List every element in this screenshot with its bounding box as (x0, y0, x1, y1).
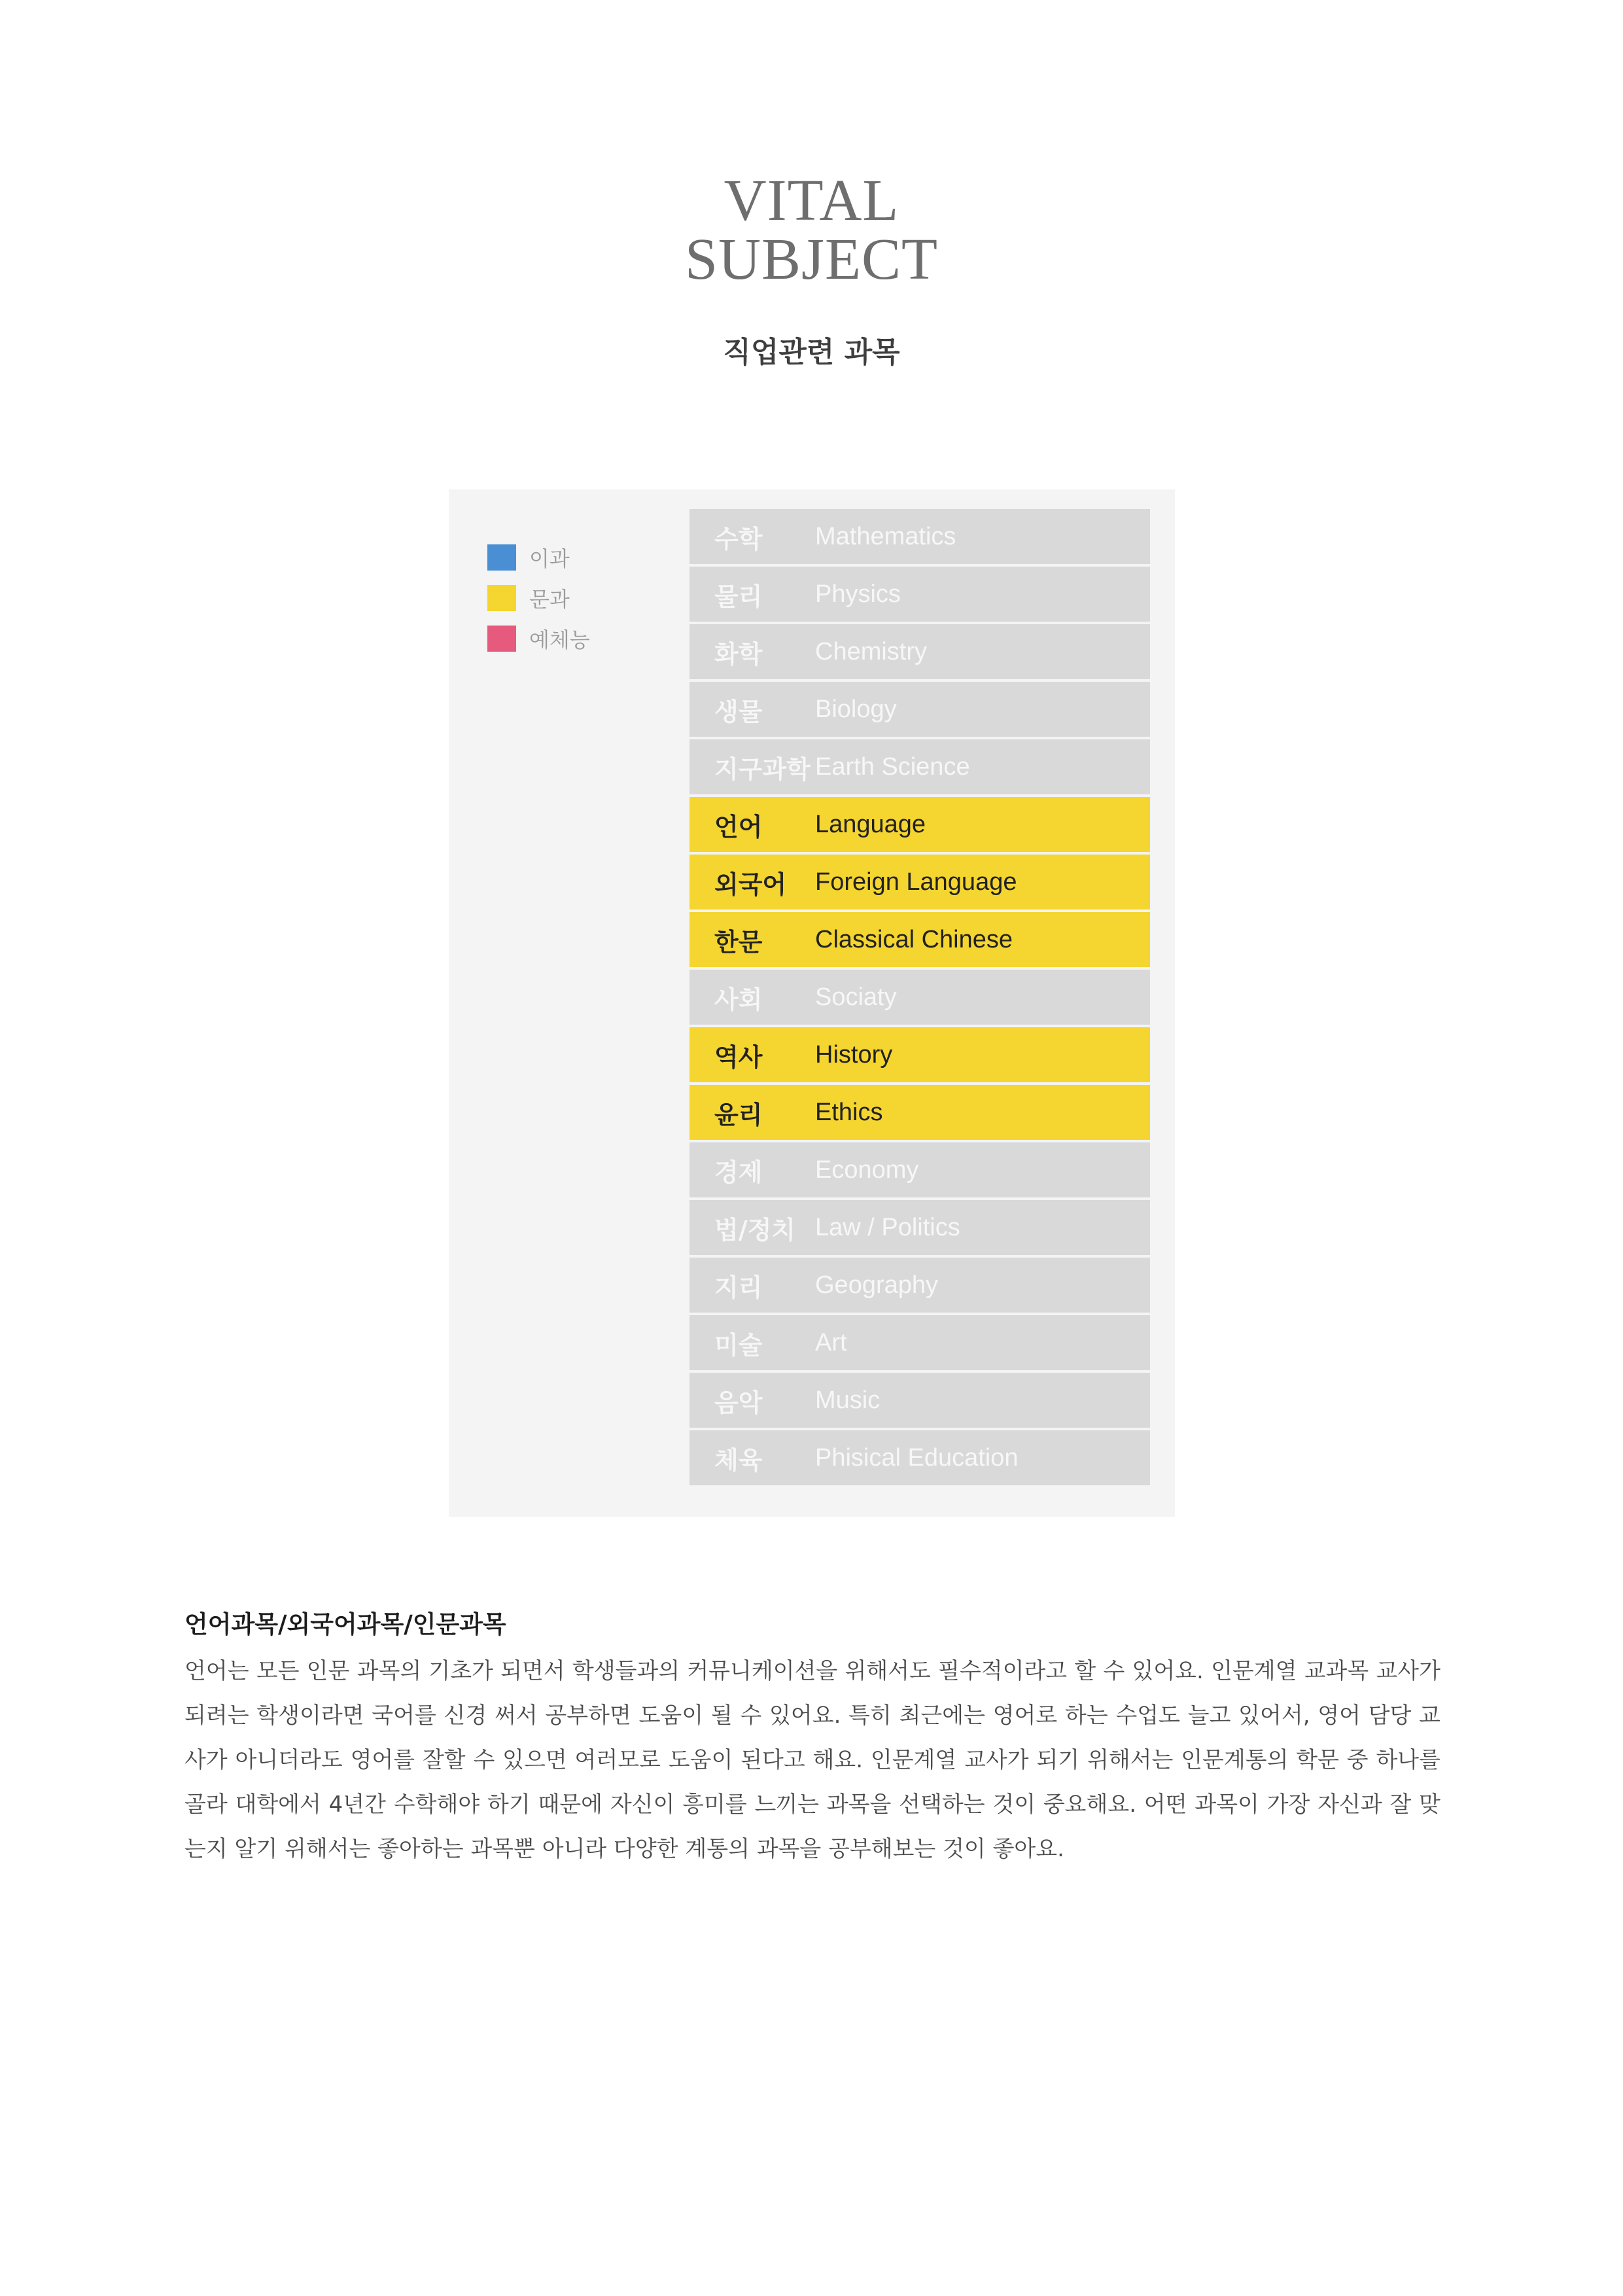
subject-name-en: Mathematics (815, 522, 956, 550)
subject-name-en: Ethics (815, 1098, 883, 1126)
page-title-line-2: SUBJECT (684, 227, 939, 292)
subject-name-en: Economy (815, 1156, 919, 1184)
subject-name-ko: 윤리 (714, 1100, 763, 1129)
subject-name-ko: 음악 (714, 1388, 763, 1417)
description-section (184, 1604, 1440, 1871)
legend-swatch (487, 585, 516, 611)
legend-swatch (487, 544, 516, 571)
subject-name-ko: 체육 (714, 1445, 763, 1475)
subject-row (689, 970, 1150, 1025)
subject-row (689, 1142, 1150, 1197)
subject-name-ko: 지구과학 (714, 754, 811, 784)
subject-name-en: Earth Science (815, 752, 970, 781)
legend-swatch (487, 626, 516, 652)
subject-name-en: Art (815, 1328, 847, 1356)
legend-item-humanities (487, 578, 590, 618)
subject-name-ko: 역사 (714, 1042, 763, 1072)
subject-row (689, 855, 1150, 910)
subject-row (689, 1200, 1150, 1255)
subject-panel (449, 489, 1175, 1517)
section-heading: 언어과목/외국어과목/인문과목 (184, 1610, 506, 1638)
subject-row (689, 682, 1150, 737)
subject-name-en: Phisical Education (815, 1443, 1019, 1472)
subject-name-ko: 한문 (714, 927, 763, 957)
legend (487, 537, 590, 659)
section-body: 언어는 모든 인문 과목의 기초가 되면서 학생들과의 커뮤니케이션을 위해서도 필수적이라고 할 수 있어요. 인문계열 교과목 교사가 되려는 학생이라면 국어를 신경 써서 공부하면 도움이 될 수 있어요. 특히 최근에는 영어로 하는 수업도 늘고 있어서, 영어 담당 교사가 아니더라도 영어를 잘할 수 있으면 여러모로 도움이 된다고 해요. 인문계열 교사가 되기 위해서는 인문계통의 학문 중 하나를 골라 대학에서 4년간 수학해야 하기 때문에 자신이 흥미를 느끼는 과목을 선택하는 것이 중요해요. 어떤 과목이 가장 자신과 잘 맞는지 알기 위해서는 좋아하는 과목뿐 아니라 다양한 계통의 과목을 공부해보는 것이 좋아요. (184, 1658, 1441, 1862)
subject-name-ko: 물리 (714, 582, 763, 611)
legend-item-science (487, 537, 590, 578)
subject-row (689, 509, 1150, 564)
subject-name-ko: 화학 (714, 639, 763, 669)
legend-label: 예체능 (529, 627, 590, 652)
subject-name-en: Music (815, 1386, 881, 1414)
subject-name-ko: 언어 (714, 812, 763, 841)
page-header (0, 168, 1623, 370)
subject-name-en: History (815, 1040, 893, 1069)
subject-row (689, 1258, 1150, 1313)
subject-name-ko: 외국어 (714, 870, 787, 899)
subject-name-ko: 수학 (714, 524, 763, 554)
subject-name-en: Physics (815, 580, 901, 608)
subject-name-en: Language (815, 810, 926, 838)
subject-row (689, 797, 1150, 852)
legend-item-arts (487, 618, 590, 659)
subject-row (689, 1027, 1150, 1082)
subject-row (689, 1085, 1150, 1140)
subject-name-en: Biology (815, 695, 897, 723)
subject-row (689, 1373, 1150, 1428)
subject-name-ko: 사회 (714, 985, 763, 1014)
page-subtitle: 직업관련 과목 (723, 336, 900, 369)
legend-label: 이과 (529, 546, 570, 571)
subject-name-en: Classical Chinese (815, 925, 1013, 953)
subject-row (689, 739, 1150, 794)
subject-table (689, 509, 1150, 1488)
subject-name-ko: 법/정치 (714, 1215, 796, 1245)
subject-name-en: Chemistry (815, 637, 928, 665)
subject-name-en: Sociaty (815, 983, 897, 1011)
subject-row (689, 624, 1150, 679)
subject-row (689, 567, 1150, 622)
subject-name-en: Geography (815, 1271, 939, 1299)
legend-label: 문과 (529, 587, 570, 612)
subject-name-en: Law / Politics (815, 1213, 960, 1241)
subject-name-en: Foreign Language (815, 868, 1017, 896)
subject-row (689, 1315, 1150, 1370)
subject-name-ko: 지리 (714, 1273, 763, 1302)
subject-name-ko: 생물 (714, 697, 763, 726)
page-title-line-1: VITAL (724, 168, 899, 233)
subject-row (689, 1430, 1150, 1485)
subject-name-ko: 경제 (714, 1157, 763, 1187)
subject-name-ko: 미술 (714, 1330, 763, 1360)
subject-row (689, 912, 1150, 967)
